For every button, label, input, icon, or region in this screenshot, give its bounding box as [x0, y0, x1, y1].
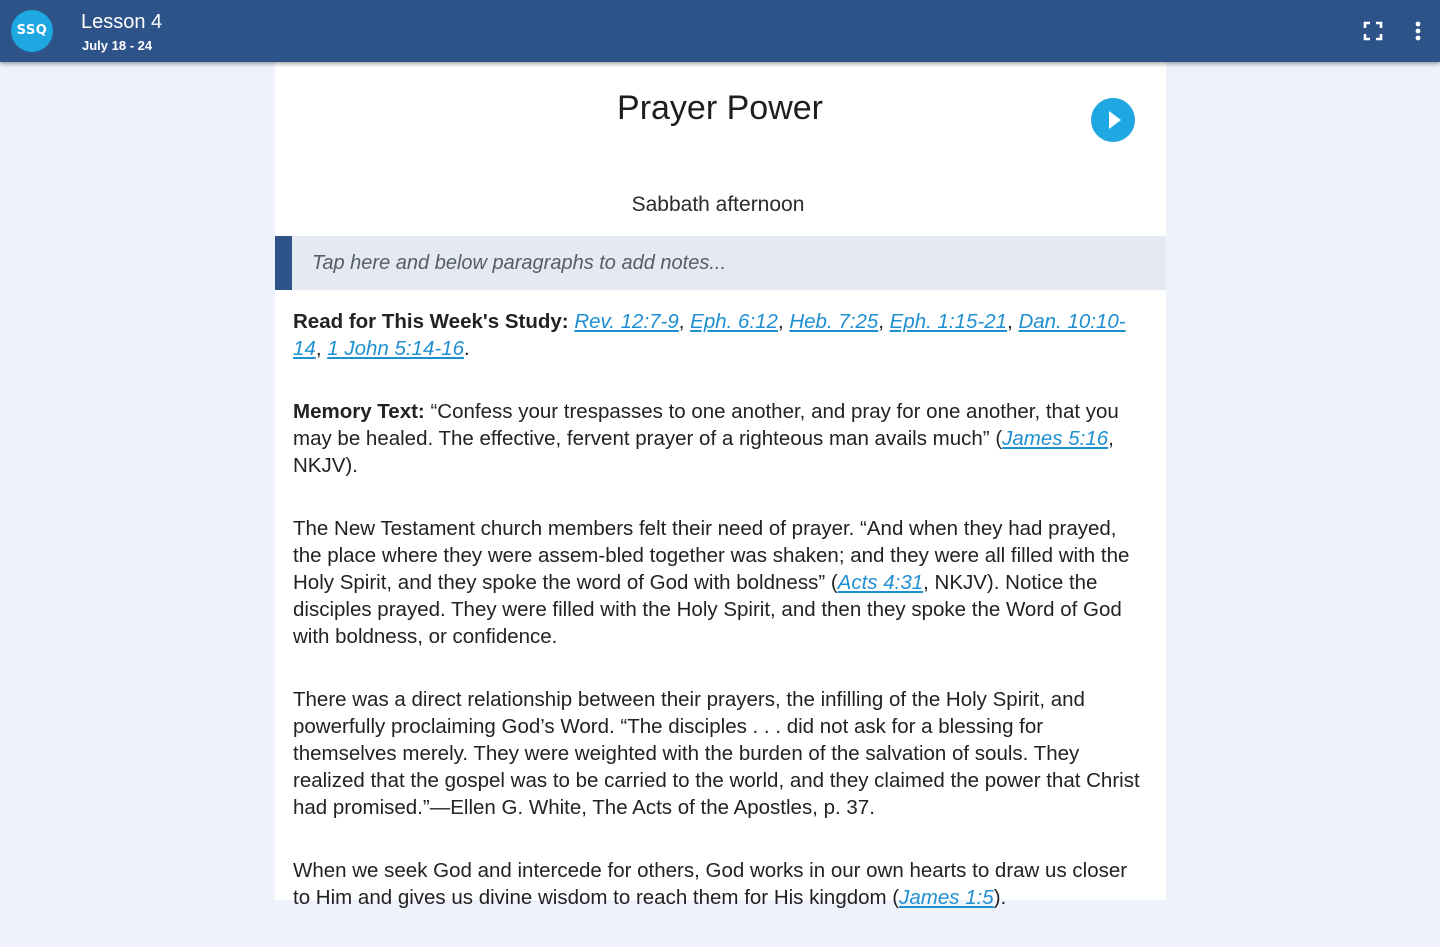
play-icon [1091, 98, 1135, 142]
more-vert-icon [1404, 17, 1432, 45]
reading-paragraph[interactable]: Read for This Week's Study: Rev. 12:7-9, Eph. 6:12, Heb. 7:25, Eph. 1:15-21, Dan. 10:10-14, 1 John 5:14-16. [293, 310, 1126, 360]
memory-label: Memory Text: [293, 400, 425, 423]
more-options-button[interactable] [1404, 17, 1432, 45]
scripture-link[interactable]: Eph. 6:12 [690, 310, 778, 333]
paragraph-text: ). [993, 886, 1007, 909]
fullscreen-icon [1359, 17, 1387, 45]
day-label: Sabbath afternoon [631, 193, 805, 216]
read-label: Read for This Week's Study: [293, 310, 569, 333]
scripture-link[interactable]: Rev. 12:7-9 [574, 310, 679, 333]
page-title: Prayer Power [617, 89, 823, 127]
lesson-title: Lesson 4 [81, 11, 163, 33]
body-paragraph[interactable] [293, 857, 1149, 911]
body-paragraph[interactable] [293, 686, 1149, 821]
paragraph-text: There was a direct relationship between their prayers, the infilling of the Holy Spirit, and powerfully proclaiming God’s Word. “The disciples . . . did not ask for a blessing for themselves merely. They were weighted with the burden of the salvation of souls. They realized that the gospel was to be carried to the world, and they claimed the power that Christ had promised.”—Ellen G. White, The Acts of the Apostles, p. 37. [293, 688, 1140, 819]
memory-version: , NKJV). [293, 427, 1114, 477]
lesson-content [293, 308, 1149, 947]
play-audio-button[interactable] [1091, 98, 1135, 142]
scripture-link[interactable]: Dan. 10:10-14 [293, 310, 1126, 360]
app-bar [0, 0, 1440, 62]
scripture-link[interactable]: Heb. 7:25 [789, 310, 879, 333]
body-paragraph[interactable] [293, 515, 1149, 650]
memory-text: “Confess your trespasses to one another, and pray for one another, that you may be healed. The effective, fervent prayer of a righteous man avails much” [293, 400, 1119, 450]
scripture-link[interactable]: Acts 4:31 [837, 571, 924, 594]
scripture-link[interactable]: James 5:16 [1002, 427, 1109, 450]
scripture-link[interactable]: Eph. 1:15-21 [889, 310, 1008, 333]
paragraph-text: The New Testament church members felt their need of prayer. “And when they had prayed, the place where they were assem-bled together was shaken; and they were all filled with the Holy Spirit, and they spoke the word of God with boldness” ( [293, 517, 1130, 594]
notes-hint: Tap here and below paragraphs to add notes... [312, 252, 727, 274]
scripture-link[interactable]: 1 John 5:14-16 [327, 337, 464, 360]
paragraph-text: When we seek God and intercede for others, God works in our own hearts to draw us closer to Him and gives us divine wisdom to reach them for His kingdom ( [293, 859, 1128, 909]
notes-accent [275, 236, 292, 290]
scripture-link[interactable]: James 1:5 [899, 886, 994, 909]
notes-bar[interactable] [275, 236, 1166, 290]
ssq-logo[interactable]: SSQ [11, 10, 53, 52]
paragraph-text: , NKJV). Notice the disciples prayed. They were filled with the Holy Spirit, and then they spoke the Word of God with boldness, or confidence. [293, 571, 1122, 648]
fullscreen-button[interactable] [1359, 17, 1387, 45]
lesson-dates: July 18 - 24 [82, 38, 153, 53]
memory-text-paragraph[interactable]: Memory Text: “Confess your trespasses to one another, and pray for one another, that you may be healed. The effective, fervent prayer of a righteous man avails much” (James 5:16, NKJV). [293, 400, 1119, 477]
